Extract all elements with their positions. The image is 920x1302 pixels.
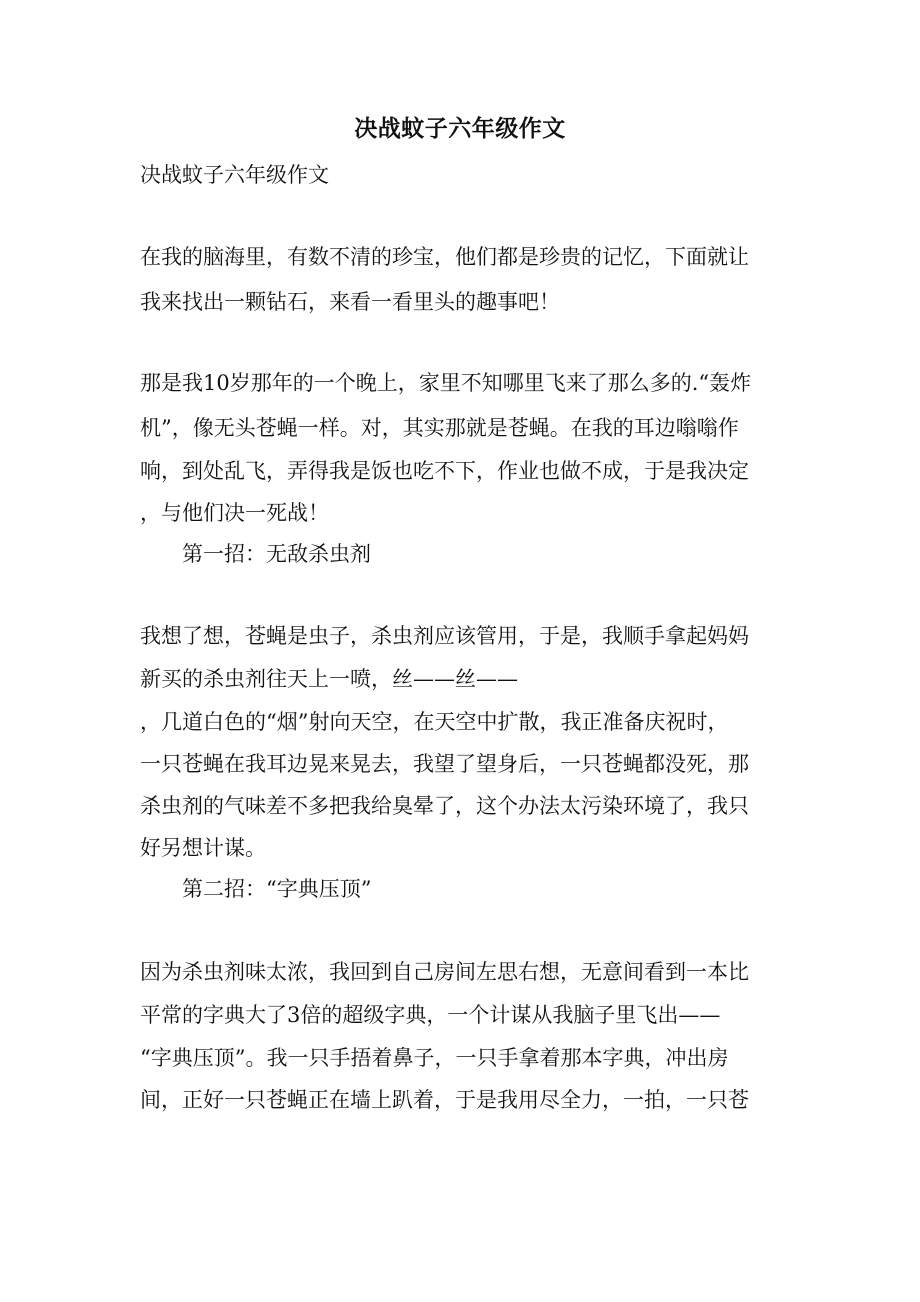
- paragraph-line: 我想了想，苍蝇是虫子，杀虫剂应该管用，于是，我顺手拿起妈妈: [140, 624, 749, 648]
- paragraph-line: ，与他们决一死战！: [140, 501, 329, 525]
- paragraph-line: 平常的字典大了3倍的超级字典，一个计谋从我脑子里飞出——: [140, 1003, 721, 1027]
- paragraph-line: 间，正好一只苍蝇正在墙上趴着，于是我用尽全力，一拍，一只苍: [140, 1088, 749, 1112]
- subtitle-line: 决战蚊子六年级作文: [140, 163, 329, 187]
- paragraph-line: 一只苍蝇在我耳边晃来晃去，我望了望身后，一只苍蝇都没死，那: [140, 752, 749, 776]
- paragraph-line: 我来找出一颗钻石，来看一看里头的趣事吧！: [140, 290, 560, 314]
- section-heading: 第一招：无敌杀虫剂: [182, 542, 371, 566]
- paragraph-line: 好另想计谋。: [140, 836, 266, 860]
- section-heading: 第二招：“字典压顶”: [182, 877, 372, 901]
- paragraph-line: 新买的杀虫剂往天上一喷，丝——丝——: [140, 667, 518, 691]
- paragraph-line: 响，到处乱飞，弄得我是饭也吃不下，作业也做不成，于是我决定: [140, 459, 749, 483]
- paragraph-line: “字典压顶”。我一只手捂着鼻子，一只手拿着那本字典，冲出房: [140, 1046, 729, 1070]
- paragraph-line: 那是我10岁那年的一个晚上，家里不知哪里飞来了那么多的.“轰炸: [140, 371, 752, 395]
- document-title: 决战蚊子六年级作文: [354, 115, 566, 142]
- paragraph-line: ，几道白色的“烟”射向天空，在天空中扩散，我正准备庆祝时，: [140, 710, 729, 734]
- paragraph-line: 机”，像无头苍蝇一样。对，其实那就是苍蝇。在我的耳边嗡嗡作: [140, 416, 739, 440]
- paragraph-line: 在我的脑海里，有数不清的珍宝，他们都是珍贵的记忆，下面就让: [140, 245, 749, 269]
- paragraph-line: 因为杀虫剂味太浓，我回到自己房间左思右想，无意间看到一本比: [140, 960, 749, 984]
- paragraph-line: 杀虫剂的气味差不多把我给臭晕了，这个办法太污染环境了，我只: [140, 794, 749, 818]
